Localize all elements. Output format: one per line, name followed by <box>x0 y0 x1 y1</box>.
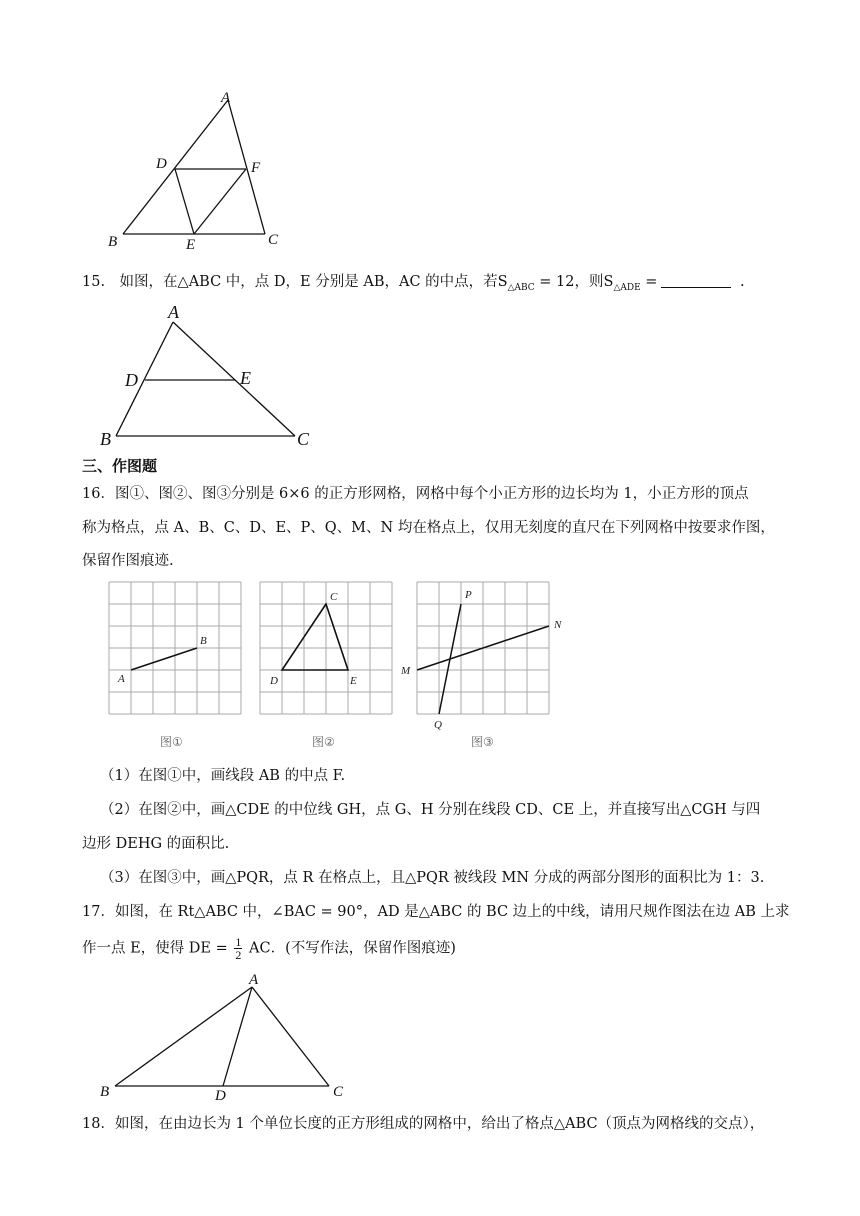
q15-mid: = 12，则S <box>534 274 614 290</box>
q16-sub2a: （2）在图②中，画△CDE 的中位线 GH，点 G、H 分别在线段 CD、CE 上，并直接写出△CGH 与四 <box>100 802 761 818</box>
label-a: A <box>118 673 125 685</box>
grid-lines <box>260 582 392 714</box>
segment-ab <box>131 648 197 670</box>
label-m: M <box>401 665 411 677</box>
label-a: A <box>249 972 259 988</box>
grid-lines <box>109 582 241 714</box>
label-e: E <box>186 237 196 253</box>
label-b: B <box>108 234 118 250</box>
caption-fig1: 图① <box>160 735 183 749</box>
q17-text-b: AC．(不写作法，保留作图痕迹) <box>249 940 456 957</box>
q16-line2: 称为格点，点 A、B、C、D、E、P、Q、M、N 均在格点上，仅用无刻度的直尺在下列网格中按要求作图， <box>82 520 775 536</box>
grid-figure-2 <box>259 580 399 755</box>
label-c: C <box>333 1084 344 1100</box>
triangle-cde <box>282 604 348 670</box>
label-b: B <box>100 429 111 449</box>
q15-text: 15. 如图，在△ABC 中，点 D，E 分别是 AB，AC 的中点，若S <box>82 274 508 290</box>
label-a: A <box>168 302 179 322</box>
label-c: C <box>268 232 279 248</box>
label-d: D <box>125 370 138 390</box>
figure-q14 <box>100 84 300 254</box>
label-e: E <box>350 675 357 687</box>
figure-q17 <box>95 970 365 1100</box>
grid-figure-3 <box>398 580 573 755</box>
figure-q15 <box>95 300 325 450</box>
frac-den: 2 <box>235 948 242 962</box>
q16-sub1: （1）在图①中，画线段 AB 的中点 F. <box>100 768 346 784</box>
label-d: D <box>215 1088 226 1100</box>
label-d: D <box>270 675 278 687</box>
label-c: C <box>330 591 338 603</box>
q15-eq: = <box>640 274 658 290</box>
q15-sub2: △ADE <box>613 282 641 293</box>
label-a: A <box>221 90 231 106</box>
label-f: F <box>251 160 261 176</box>
q15-end: . <box>735 274 745 290</box>
caption-fig2: 图② <box>312 735 335 749</box>
frac-num: 1 <box>235 935 242 949</box>
q15-sub1: △ABC <box>507 282 535 293</box>
q18-line1: 18．如图，在由边长为 1 个单位长度的正方形组成的网格中，给出了格点△ABC（顶点为网格线的交点）， <box>82 1116 765 1132</box>
label-d: D <box>156 156 167 172</box>
label-e: E <box>240 368 251 388</box>
label-p: P <box>465 589 472 601</box>
q17-line2 <box>82 936 456 961</box>
q16-line3: 保留作图痕迹. <box>82 553 174 569</box>
q16-sub2b: 边形 DEHG 的面积比. <box>82 836 230 852</box>
fraction-half <box>234 936 242 961</box>
q16-line1: 16．图①、图②、图③分别是 6×6 的正方形网格，网格中每个小正方形的边长均为 1，小正方形的顶点 <box>82 486 749 502</box>
segment-pq <box>439 604 461 714</box>
label-n: N <box>554 619 562 631</box>
q17-text-a: 作一点 E，使得 DE = <box>82 940 228 957</box>
label-c: C <box>297 429 310 449</box>
question-15 <box>82 272 745 298</box>
label-q: Q <box>434 719 442 731</box>
answer-blank[interactable] <box>661 273 731 288</box>
q16-sub3: （3）在图③中，画△PQR，点 R 在格点上，且△PQR 被线段 MN 分成的两部分图形的面积比为 1：3. <box>100 870 765 886</box>
caption-fig3: 图③ <box>471 735 494 749</box>
grid-figure-1 <box>108 580 248 755</box>
label-b: B <box>200 635 207 647</box>
q17-line1: 17．如图，在 Rt△ABC 中，∠BAC = 90°，AD 是△ABC 的 BC 边上的中线，请用尺规作图法在边 AB 上求 <box>82 904 790 920</box>
section-heading: 三、作图题 <box>82 457 158 475</box>
label-b: B <box>100 1084 110 1100</box>
